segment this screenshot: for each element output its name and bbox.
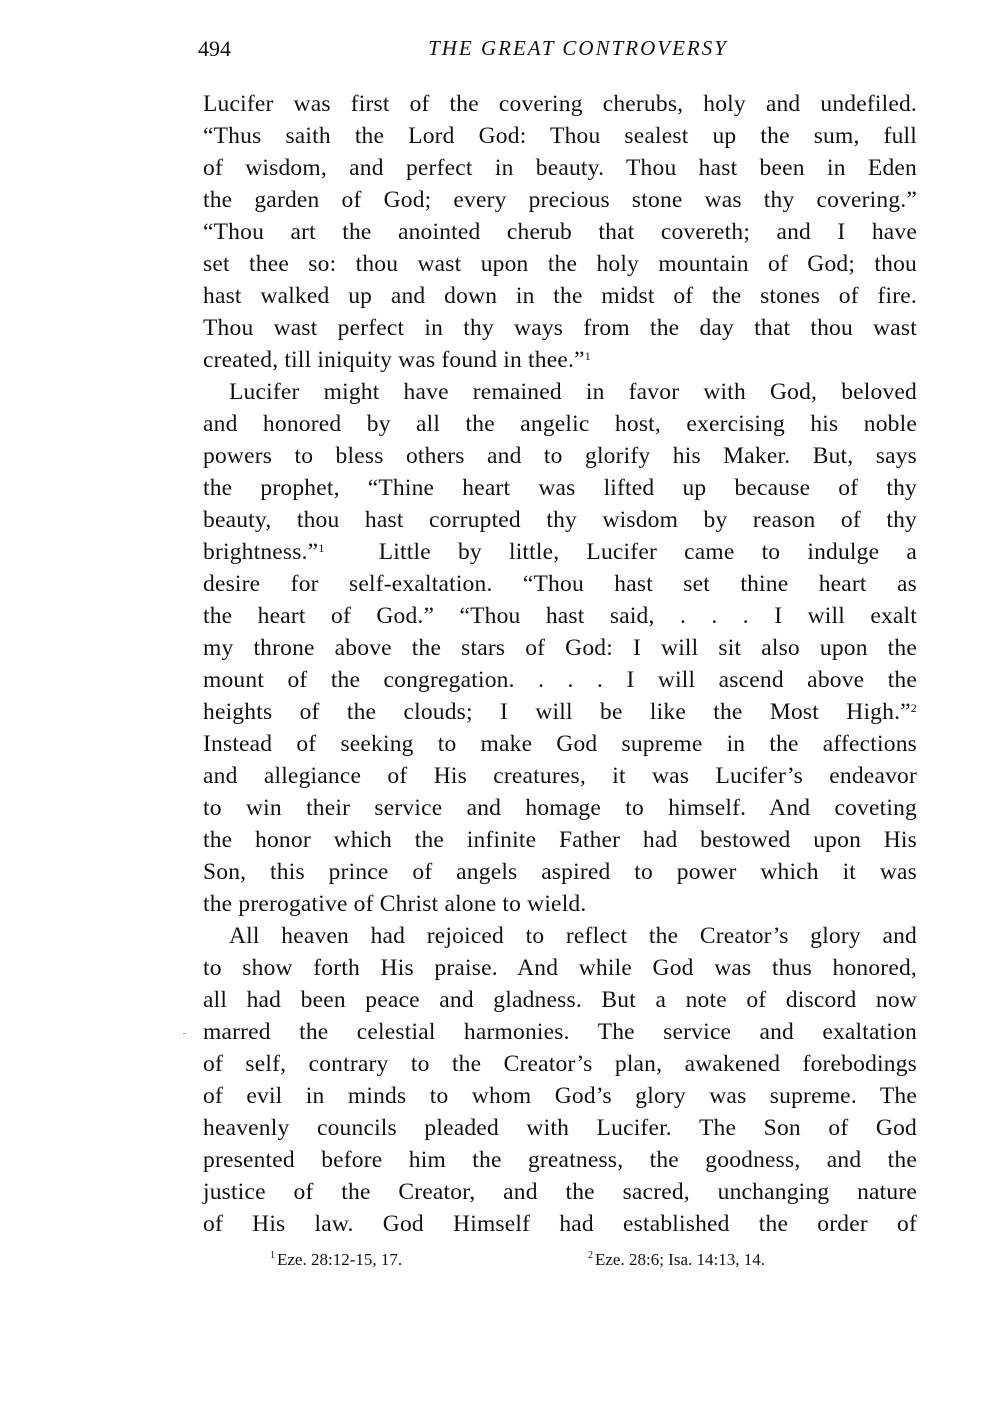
line-text: and allegiance of His creatures, it was Lucifer’s endeavor	[203, 763, 917, 789]
line-text: set thee so: thou wast upon the holy mountain of God; thou	[203, 251, 917, 277]
text-line	[203, 216, 917, 248]
text-line	[203, 888, 917, 920]
line-text: justice of the Creator, and the sacred, unchanging nature	[203, 1179, 917, 1205]
footnote-reference: 1	[584, 349, 591, 363]
paragraph	[203, 376, 917, 920]
text-line	[203, 760, 917, 792]
footnotes	[270, 1250, 890, 1276]
paragraph	[203, 920, 917, 1240]
text-line	[203, 152, 917, 184]
footnote-reference: 2	[910, 701, 917, 715]
line-text: Instead of seeking to make God supreme in the affections	[203, 731, 917, 757]
text-line	[203, 504, 917, 536]
running-title: THE GREAT CONTROVERSY	[428, 36, 728, 60]
line-text: of evil in minds to whom God’s glory was supreme. The	[203, 1083, 917, 1109]
line-text: hast walked up and down in the midst of the stones of fire.	[203, 283, 917, 309]
line-text: and honored by all the angelic host, exercising his noble	[203, 411, 917, 437]
line-text: marred the celestial harmonies. The service and exaltation	[203, 1019, 917, 1045]
text-line	[203, 184, 917, 216]
line-text: brightness.”	[203, 539, 319, 565]
text-line	[203, 376, 917, 408]
line-text: the honor which the infinite Father had bestowed upon His	[203, 827, 917, 853]
text-line	[203, 1016, 917, 1048]
text-line	[203, 600, 917, 632]
line-text: mount of the congregation. . . . I will ascend above the	[203, 667, 917, 693]
body-text	[203, 88, 917, 1240]
footnote-marker: 2	[588, 1250, 593, 1261]
line-text: Thou wast perfect in thy ways from the day that thou wast	[203, 315, 917, 341]
text-line	[203, 408, 917, 440]
text-line	[203, 984, 917, 1016]
text-line	[203, 568, 917, 600]
footnote-1	[270, 1250, 402, 1270]
paragraph	[203, 88, 917, 376]
text-line	[203, 856, 917, 888]
text-line	[203, 952, 917, 984]
line-text: “Thou art the anointed cherub that covereth; and I have	[203, 219, 917, 245]
text-line	[203, 696, 917, 728]
line-text: presented before him the greatness, the goodness, and the	[203, 1147, 917, 1173]
text-line	[203, 728, 917, 760]
line-text: the prerogative of Christ alone to wield.	[203, 891, 587, 917]
footnote-marker: 1	[270, 1250, 275, 1261]
line-text: my throne above the stars of God: I will sit also upon the	[203, 635, 917, 661]
line-text: to show forth His praise. And while God was thus honored,	[203, 955, 917, 981]
footnote-text: Eze. 28:6; Isa. 14:13, 14.	[595, 1250, 765, 1269]
line-text: to win their service and homage to himself. And coveting	[203, 795, 917, 821]
line-text-continued: Little by little, Lucifer came to indulge a	[324, 539, 917, 565]
line-text: desire for self-exaltation. “Thou hast set thine heart as	[203, 571, 917, 597]
text-line	[203, 920, 917, 952]
line-text: all had been peace and gladness. But a note of discord now	[203, 987, 917, 1013]
line-text: beauty, thou hast corrupted thy wisdom by reason of thy	[203, 507, 917, 533]
line-text: heights of the clouds; I will be like the Most High.”	[203, 699, 911, 725]
line-text: All heaven had rejoiced to reflect the Creator’s glory and	[229, 923, 917, 949]
line-text: created, till iniquity was found in thee.”	[203, 347, 585, 373]
text-line	[203, 632, 917, 664]
text-line	[203, 120, 917, 152]
footnote-text: Eze. 28:12-15, 17.	[277, 1250, 403, 1269]
text-line	[203, 536, 917, 568]
text-line	[203, 1080, 917, 1112]
line-text: of His law. God Himself had established the order of	[203, 1211, 917, 1237]
footnote-2	[588, 1250, 765, 1270]
line-text: heavenly councils pleaded with Lucifer. The Son of God	[203, 1115, 917, 1141]
line-text: of wisdom, and perfect in beauty. Thou hast been in Eden	[203, 155, 917, 181]
line-text: “Thus saith the Lord God: Thou sealest up the sum, full	[203, 123, 917, 149]
running-head	[198, 36, 918, 66]
line-text: the heart of God.” “Thou hast said, . . . I will exalt	[203, 603, 917, 629]
text-line	[203, 1048, 917, 1080]
line-text: powers to bless others and to glorify his Maker. But, says	[203, 443, 917, 469]
text-line	[203, 312, 917, 344]
text-line	[203, 248, 917, 280]
text-line	[203, 88, 917, 120]
text-line	[203, 1176, 917, 1208]
text-line	[203, 1208, 917, 1240]
text-line	[203, 824, 917, 856]
text-line	[203, 1112, 917, 1144]
footnote-reference: 1	[318, 541, 325, 555]
text-line	[203, 472, 917, 504]
text-line	[203, 664, 917, 696]
text-line	[203, 1144, 917, 1176]
line-text: Son, this prince of angels aspired to power which it was	[203, 859, 917, 885]
line-text: the garden of God; every precious stone was thy covering.”	[203, 187, 917, 213]
line-text: of self, contrary to the Creator’s plan, awakened forebodings	[203, 1051, 917, 1077]
page-number: 494	[198, 36, 231, 61]
text-line	[203, 280, 917, 312]
scan-speck	[183, 1033, 186, 1034]
text-line	[203, 792, 917, 824]
text-line	[203, 344, 917, 376]
line-text: Lucifer might have remained in favor with God, beloved	[229, 379, 917, 405]
line-text: Lucifer was first of the covering cherubs, holy and undefiled.	[203, 91, 917, 117]
text-line	[203, 440, 917, 472]
line-text: the prophet, “Thine heart was lifted up because of thy	[203, 475, 917, 501]
